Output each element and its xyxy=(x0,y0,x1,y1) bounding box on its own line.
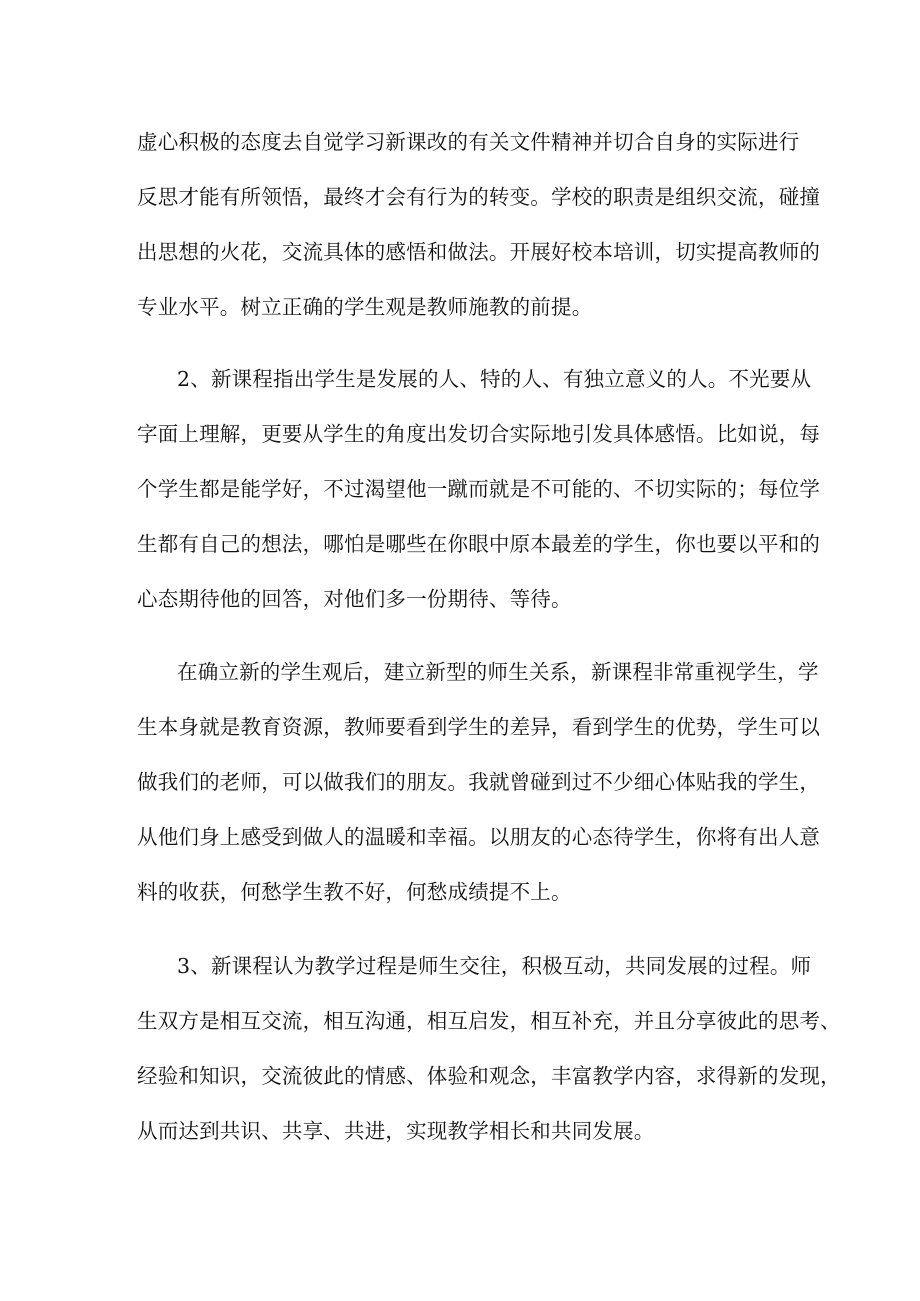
text-line: 虚心积极的态度去自觉学习新课改的有关文件精神并切合自身的实际进行 xyxy=(137,130,800,154)
text-line: 2、新课程指出学生是发展的人、特的人、有独立意义的人。不光要从 xyxy=(177,367,812,391)
text-line: 从他们身上感受到做人的温暖和幸福。以朋友的心态待学生，你将有出人意 xyxy=(137,825,821,849)
text-line: 心态期待他的回答，对他们多一份期待、等待。 xyxy=(137,587,572,611)
text-line: 做我们的老师，可以做我们的朋友。我就曾碰到过不少细心体贴我的学生， xyxy=(137,770,821,794)
text-line: 在确立新的学生观后，建立新型的师生关系，新课程非常重视学生，学 xyxy=(177,660,819,684)
text-line: 料的收获，何愁学生教不好，何愁成绩提不上。 xyxy=(137,880,572,904)
text-line: 从而达到共识、共享、共进，实现教学相长和共同发展。 xyxy=(137,1119,655,1143)
text-line: 反思才能有所领悟，最终才会有行为的转变。学校的职责是组织交流，碰撞 xyxy=(137,185,821,209)
text-line: 生都有自己的想法，哪怕是哪些在你眼中原本最差的学生，你也要以平和的 xyxy=(137,532,821,556)
text-line: 3、新课程认为教学过程是师生交往，积极互动，共同发展的过程。师 xyxy=(177,954,812,978)
text-line: 专业水平。树立正确的学生观是教师施教的前提。 xyxy=(137,295,593,319)
text-line: 出思想的火花，交流具体的感悟和做法。开展好校本培训，切实提高教师的 xyxy=(137,240,821,264)
text-line: 字面上理解，更要从学生的角度出发切合实际地引发具体感悟。比如说，每 xyxy=(137,422,821,446)
text-line: 个学生都是能学好，不过渴望他一蹴而就是不可能的、不切实际的；每位学 xyxy=(137,477,821,501)
text-line: 生本身就是教育资源，教师要看到学生的差异，看到学生的优势，学生可以 xyxy=(137,715,821,739)
text-line: 经验和知识，交流彼此的情感、体验和观念，丰富教学内容，求得新的发现， xyxy=(137,1064,841,1088)
text-line: 生双方是相互交流，相互沟通，相互启发，相互补充，并且分享彼此的思考、 xyxy=(137,1009,841,1033)
